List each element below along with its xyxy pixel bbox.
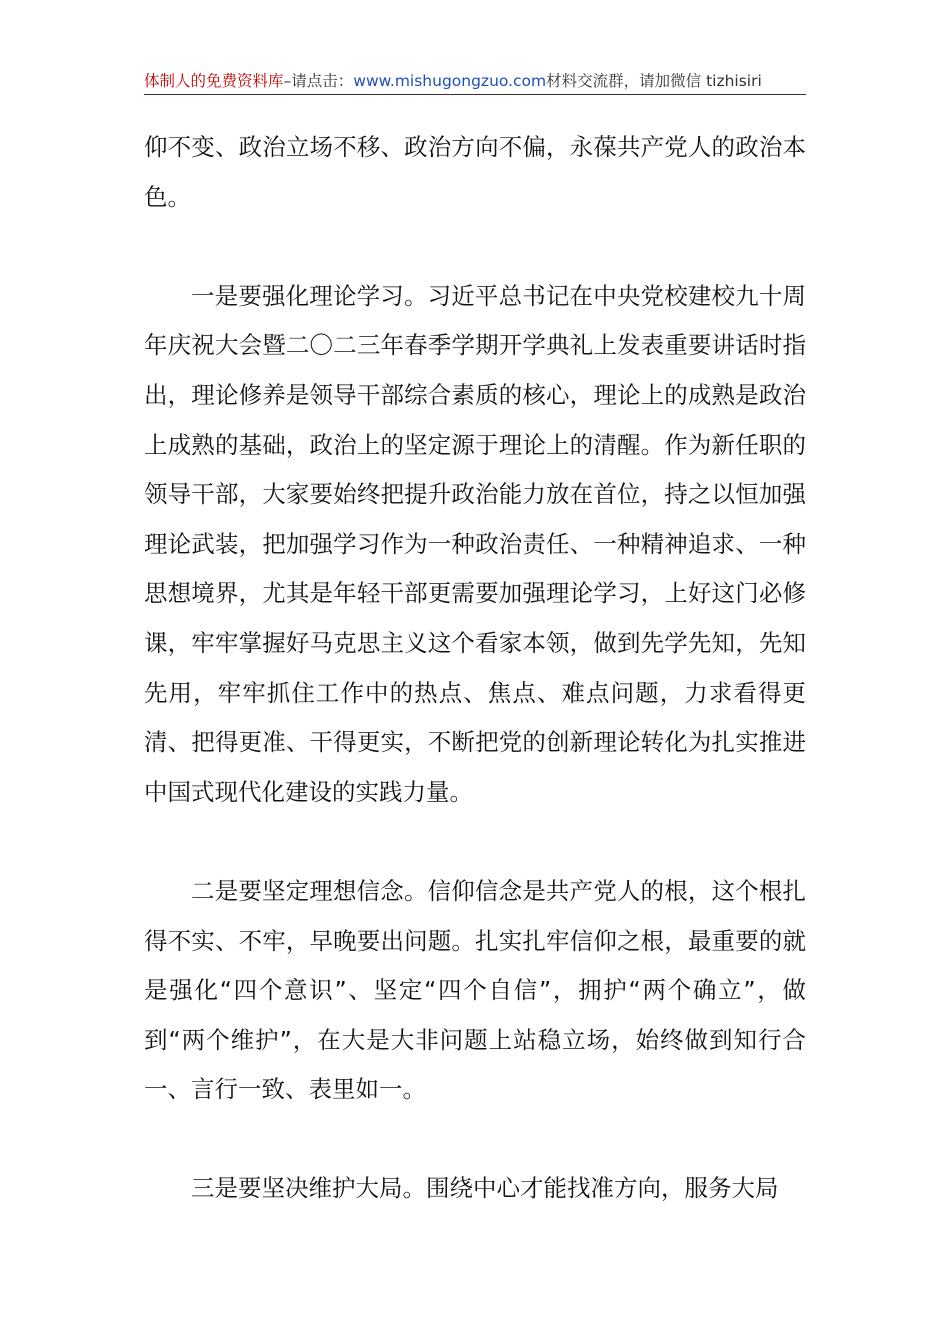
header-brand: 体制人的免费资料库: [144, 72, 284, 90]
paragraph-overall-situation: 三是要坚决维护大局。围绕中心才能找准方向，服务大局: [191, 1174, 779, 1203]
header-prompt: –请点击：: [283, 72, 354, 90]
header-url-link[interactable]: www.mishugongzuo.com: [353, 72, 547, 90]
header-note: 材料交流群，请加微信 tizhisiri: [546, 72, 762, 90]
document-body: [144, 123, 806, 1214]
paragraph-theory-study: 一是要强化理论学习。习近平总书记在中央党校建校九十周年庆祝大会暨二〇二三年春季学期开学典礼上发表重要讲话时指出，理论修养是领导干部综合素质的核心，理论上的成熟是政治上成熟的基础，政治上的坚定源于理论上的清醒。作为新任职的领导干部，大家要始终把提升政治能力放在首位，持之以恒加强理论武装，把加强学习作为一种政治责任、一种精神追求、一种思想境界，尤其是年轻干部更需要加强理论学习，上好这门必修课，牢牢掌握好马克思主义这个看家本领，做到先学先知，先知先用，牢牢抓住工作中的热点、焦点、难点问题，力求看得更清、把得更准、干得更实，不断把党的创新理论转化为扎实推进中国式现代化建设的实践力量。: [144, 281, 806, 806]
paragraph-continuation: 仰不变、政治立场不移、政治方向不偏，永葆共产党人的政治本色。: [144, 133, 806, 211]
paragraph-ideals-belief: 二是要坚定理想信念。信仰信念是共产党人的根，这个根扎得不实、不牢，早晚要出问题。扎实扎牢信仰之根，最重要的就是强化“四个意识”、坚定“四个自信”，拥护“两个确立”，做到“两个维护”，在大是大非问题上站稳立场，始终做到知行合一、言行一致、表里如一。: [144, 876, 806, 1104]
page-header: [144, 68, 806, 95]
